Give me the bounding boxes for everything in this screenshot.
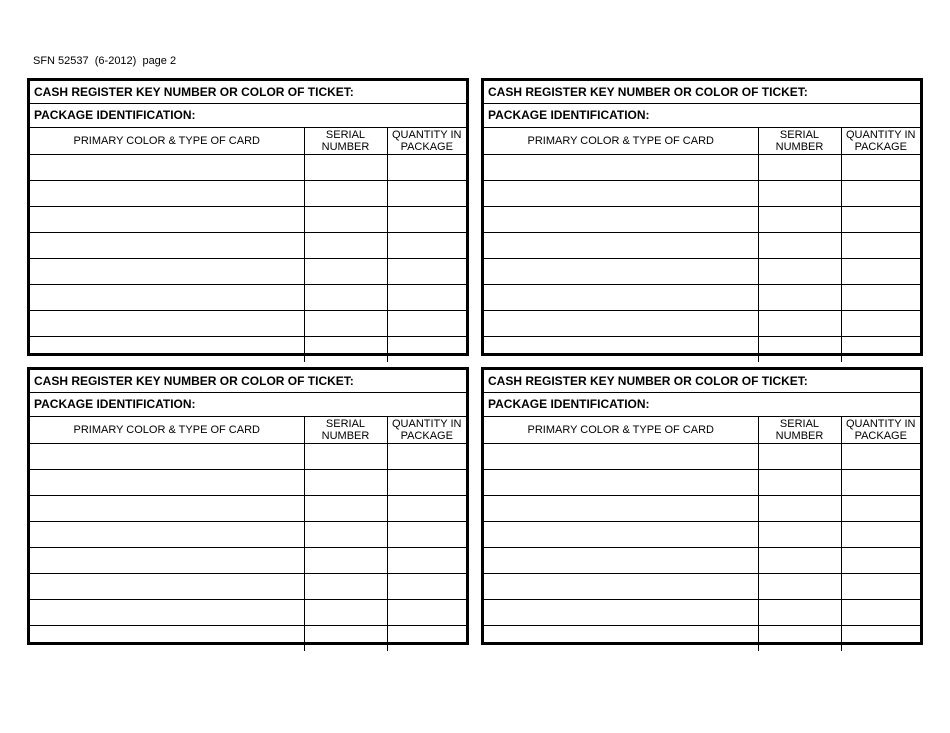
quantity-cell[interactable] [387, 443, 466, 469]
color-type-cell[interactable] [484, 310, 758, 336]
serial-number-cell[interactable] [758, 180, 841, 206]
color-type-cell[interactable] [30, 258, 304, 284]
serial-number-cell[interactable] [304, 206, 387, 232]
column-header-quantity: QUANTITY IN PACKAGE [387, 417, 466, 443]
color-type-cell[interactable] [30, 232, 304, 258]
color-type-cell[interactable] [30, 573, 304, 599]
color-type-cell[interactable] [30, 206, 304, 232]
package-block-1 [27, 78, 469, 356]
serial-number-cell[interactable] [304, 258, 387, 284]
quantity-cell[interactable] [387, 310, 466, 336]
color-type-cell[interactable] [484, 625, 758, 651]
package-block-4 [481, 367, 923, 645]
table-row [484, 232, 920, 258]
package-identification-field[interactable]: PACKAGE IDENTIFICATION: [484, 104, 920, 128]
table-row [30, 284, 466, 310]
column-header-serial-number: SERIAL NUMBER [304, 417, 387, 443]
table-row [30, 469, 466, 495]
quantity-cell[interactable] [841, 154, 920, 180]
cash-register-key-field[interactable]: CASH REGISTER KEY NUMBER OR COLOR OF TICKET: [30, 370, 466, 393]
serial-number-cell[interactable] [758, 573, 841, 599]
table-row [484, 521, 920, 547]
table-header-row [484, 128, 920, 154]
quantity-cell[interactable] [841, 443, 920, 469]
table-row [484, 336, 920, 362]
quantity-cell[interactable] [841, 469, 920, 495]
quantity-cell[interactable] [387, 495, 466, 521]
table-row [30, 154, 466, 180]
table-row [484, 573, 920, 599]
table-row [30, 573, 466, 599]
quantity-cell[interactable] [841, 625, 920, 651]
color-type-cell[interactable] [30, 469, 304, 495]
package-block-2 [481, 78, 923, 356]
table-row [484, 154, 920, 180]
color-type-cell[interactable] [484, 154, 758, 180]
table-row [30, 547, 466, 573]
quantity-cell[interactable] [387, 599, 466, 625]
quantity-cell[interactable] [387, 521, 466, 547]
quantity-cell[interactable] [841, 547, 920, 573]
column-header-quantity: QUANTITY IN PACKAGE [387, 128, 466, 154]
column-header-quantity: QUANTITY IN PACKAGE [841, 128, 920, 154]
column-header-color-type: PRIMARY COLOR & TYPE OF CARD [484, 128, 758, 154]
serial-number-cell[interactable] [304, 573, 387, 599]
table-row [30, 495, 466, 521]
quantity-cell[interactable] [387, 232, 466, 258]
column-header-color-type: PRIMARY COLOR & TYPE OF CARD [484, 417, 758, 443]
quantity-cell[interactable] [841, 206, 920, 232]
table-row [30, 258, 466, 284]
column-header-color-type: PRIMARY COLOR & TYPE OF CARD [30, 128, 304, 154]
column-header-quantity: QUANTITY IN PACKAGE [841, 417, 920, 443]
serial-number-cell[interactable] [758, 232, 841, 258]
quantity-cell[interactable] [387, 469, 466, 495]
card-inventory-table [30, 417, 466, 651]
serial-number-cell[interactable] [304, 521, 387, 547]
table-row [484, 547, 920, 573]
quantity-cell[interactable] [387, 154, 466, 180]
quantity-cell[interactable] [387, 625, 466, 651]
color-type-cell[interactable] [484, 521, 758, 547]
quantity-cell[interactable] [841, 599, 920, 625]
color-type-cell[interactable] [484, 180, 758, 206]
serial-number-cell[interactable] [758, 443, 841, 469]
card-inventory-table [484, 128, 920, 362]
color-type-cell[interactable] [30, 625, 304, 651]
serial-number-cell[interactable] [758, 258, 841, 284]
serial-number-cell[interactable] [758, 469, 841, 495]
serial-number-cell[interactable] [758, 284, 841, 310]
quantity-cell[interactable] [387, 258, 466, 284]
serial-number-cell[interactable] [758, 521, 841, 547]
serial-number-cell[interactable] [758, 495, 841, 521]
serial-number-cell[interactable] [758, 154, 841, 180]
serial-number-cell[interactable] [304, 180, 387, 206]
color-type-cell[interactable] [484, 495, 758, 521]
serial-number-cell[interactable] [304, 310, 387, 336]
serial-number-cell[interactable] [304, 336, 387, 362]
table-row [484, 443, 920, 469]
serial-number-cell[interactable] [304, 284, 387, 310]
table-row [30, 443, 466, 469]
table-header-row [30, 128, 466, 154]
card-inventory-table [30, 128, 466, 362]
serial-number-cell[interactable] [758, 310, 841, 336]
serial-number-cell[interactable] [758, 547, 841, 573]
color-type-cell[interactable] [30, 547, 304, 573]
package-identification-field[interactable]: PACKAGE IDENTIFICATION: [30, 393, 466, 417]
serial-number-cell[interactable] [304, 154, 387, 180]
color-type-cell[interactable] [30, 495, 304, 521]
table-row [484, 625, 920, 651]
serial-number-cell[interactable] [758, 599, 841, 625]
table-row [30, 599, 466, 625]
color-type-cell[interactable] [484, 258, 758, 284]
table-row [30, 206, 466, 232]
package-identification-field[interactable]: PACKAGE IDENTIFICATION: [484, 393, 920, 417]
table-header-row [484, 417, 920, 443]
color-type-cell[interactable] [484, 469, 758, 495]
column-header-serial-number: SERIAL NUMBER [758, 417, 841, 443]
table-row [484, 310, 920, 336]
serial-number-cell[interactable] [304, 599, 387, 625]
serial-number-cell[interactable] [758, 336, 841, 362]
column-header-serial-number: SERIAL NUMBER [758, 128, 841, 154]
serial-number-cell[interactable] [304, 443, 387, 469]
column-header-color-type: PRIMARY COLOR & TYPE OF CARD [30, 417, 304, 443]
color-type-cell[interactable] [484, 336, 758, 362]
quantity-cell[interactable] [387, 180, 466, 206]
color-type-cell[interactable] [30, 180, 304, 206]
table-row [484, 258, 920, 284]
serial-number-cell[interactable] [758, 625, 841, 651]
table-row [30, 180, 466, 206]
quantity-cell[interactable] [387, 573, 466, 599]
quantity-cell[interactable] [841, 310, 920, 336]
quantity-cell[interactable] [387, 336, 466, 362]
quantity-cell[interactable] [841, 573, 920, 599]
table-row [30, 521, 466, 547]
color-type-cell[interactable] [484, 547, 758, 573]
cash-register-key-field[interactable]: CASH REGISTER KEY NUMBER OR COLOR OF TICKET: [484, 370, 920, 393]
quantity-cell[interactable] [841, 232, 920, 258]
color-type-cell[interactable] [30, 336, 304, 362]
package-identification-field[interactable]: PACKAGE IDENTIFICATION: [30, 104, 466, 128]
color-type-cell[interactable] [30, 310, 304, 336]
form-identifier: SFN 52537 (6-2012) page 2 [33, 55, 177, 67]
cash-register-key-field[interactable]: CASH REGISTER KEY NUMBER OR COLOR OF TICKET: [484, 81, 920, 104]
quantity-cell[interactable] [841, 284, 920, 310]
card-inventory-table [484, 417, 920, 651]
table-row [484, 284, 920, 310]
serial-number-cell[interactable] [758, 206, 841, 232]
table-row [484, 469, 920, 495]
quantity-cell[interactable] [841, 495, 920, 521]
table-row [484, 599, 920, 625]
column-header-serial-number: SERIAL NUMBER [304, 128, 387, 154]
color-type-cell[interactable] [30, 154, 304, 180]
color-type-cell[interactable] [484, 206, 758, 232]
quantity-cell[interactable] [841, 336, 920, 362]
table-row [30, 336, 466, 362]
serial-number-cell[interactable] [304, 547, 387, 573]
quantity-cell[interactable] [841, 258, 920, 284]
table-row [484, 206, 920, 232]
table-header-row [30, 417, 466, 443]
color-type-cell[interactable] [484, 599, 758, 625]
table-row [30, 310, 466, 336]
color-type-cell[interactable] [30, 443, 304, 469]
quantity-cell[interactable] [841, 180, 920, 206]
color-type-cell[interactable] [30, 521, 304, 547]
quantity-cell[interactable] [387, 206, 466, 232]
color-type-cell[interactable] [484, 443, 758, 469]
quantity-cell[interactable] [387, 284, 466, 310]
table-row [484, 180, 920, 206]
color-type-cell[interactable] [30, 284, 304, 310]
quantity-cell[interactable] [387, 547, 466, 573]
serial-number-cell[interactable] [304, 625, 387, 651]
serial-number-cell[interactable] [304, 469, 387, 495]
package-block-3 [27, 367, 469, 645]
serial-number-cell[interactable] [304, 495, 387, 521]
table-row [30, 625, 466, 651]
color-type-cell[interactable] [484, 232, 758, 258]
serial-number-cell[interactable] [304, 232, 387, 258]
quantity-cell[interactable] [841, 521, 920, 547]
cash-register-key-field[interactable]: CASH REGISTER KEY NUMBER OR COLOR OF TICKET: [30, 81, 466, 104]
color-type-cell[interactable] [30, 599, 304, 625]
color-type-cell[interactable] [484, 573, 758, 599]
color-type-cell[interactable] [484, 284, 758, 310]
table-row [484, 495, 920, 521]
table-row [30, 232, 466, 258]
